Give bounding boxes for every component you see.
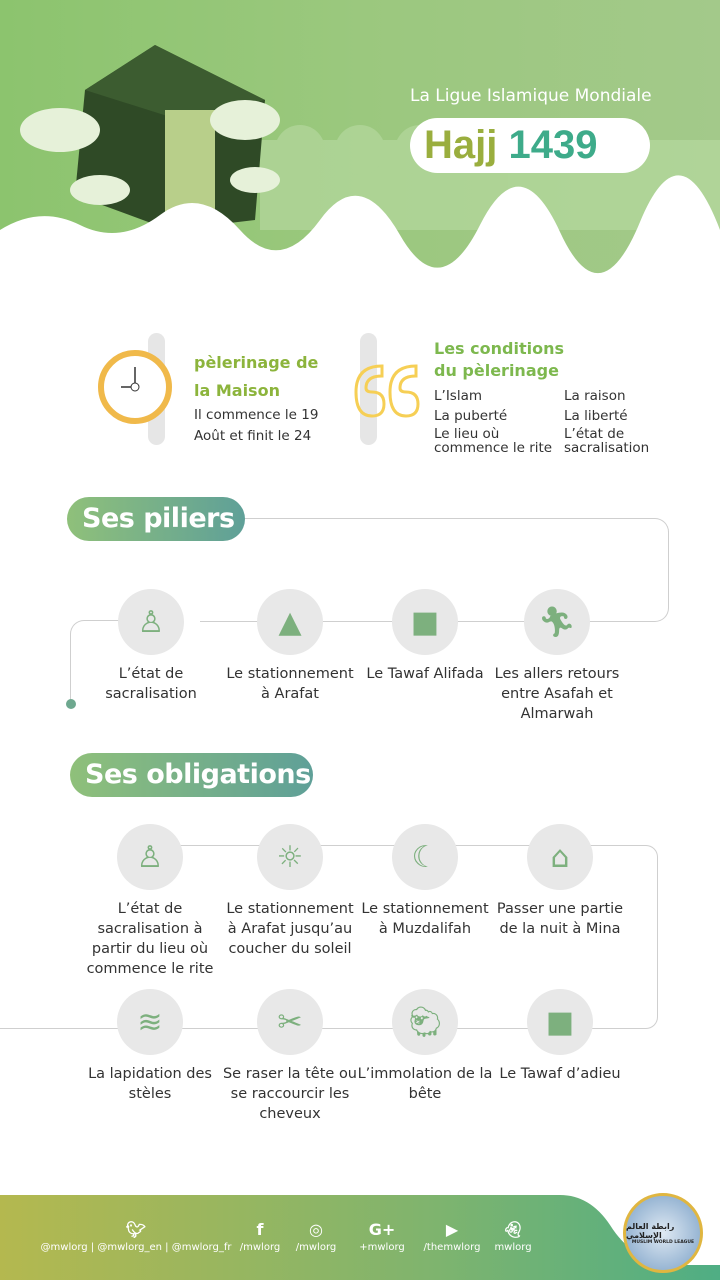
item-label: Le stationnement à Arafat jusqu’au coucher du soleil (226, 901, 354, 957)
item-label: L’état de sacralisation à partir du lieu où commence le rite (86, 901, 214, 977)
running-person-icon: 🏃︎ (524, 589, 590, 655)
connector-dot (66, 699, 76, 709)
quote-icon (352, 362, 422, 420)
facebook-handle: /mwlorg (239, 1242, 281, 1253)
youtube-icon: ▶ (445, 1220, 459, 1239)
instagram-icon: ◎ (309, 1220, 323, 1239)
crescent-moon-icon: ☾ (392, 824, 458, 890)
hajj-title (410, 118, 650, 173)
item-label: Se raser la tête ou se raccourcir les cheveux (222, 1066, 358, 1122)
googleplus-icon: G+ (368, 1220, 396, 1239)
condition-item: L’Islam (434, 388, 483, 404)
sun-icon: ☼ (257, 824, 323, 890)
tent-icon: ⌂ (527, 824, 593, 890)
kaaba-icon: ■ (392, 589, 458, 655)
conditions-title-line2: du pèlerinage (434, 361, 559, 380)
item-label: Le stationnement à Muzdalifah (361, 901, 489, 937)
twitter-links: 🐦︎ @mwlorg | @mwlorg_en | @mwlorg_fr (36, 1220, 236, 1253)
twitter-handle[interactable]: @mwlorg_en (97, 1242, 162, 1253)
item-label: Les allers retours entre Asafah et Almarwah (494, 666, 620, 722)
organization-name: La Ligue Islamique Mondiale (410, 86, 652, 106)
kaaba-icon: ■ (527, 989, 593, 1055)
twitter-handle[interactable]: @mwlorg_fr (171, 1242, 232, 1253)
header-banner (0, 0, 720, 280)
logo-arabic: رابطة العالم الإسلامي (626, 1221, 675, 1240)
mwl-logo (623, 1193, 703, 1273)
item-label: L’immolation de la bête (357, 1066, 493, 1102)
youtube-handle: /themwlorg (423, 1242, 481, 1253)
clock-icon (97, 349, 175, 427)
conditions-title-line1: Les conditions (434, 339, 564, 358)
item-label: Le Tawaf Alifada (366, 666, 484, 682)
logo-english: MUSLIM WORLD LEAGUE (631, 1239, 695, 1245)
condition-item: La puberté (434, 408, 508, 424)
condition-item: L’état de sacralisation (564, 426, 650, 456)
ihram-person-icon: ♙ (118, 589, 184, 655)
stones-icon: ≋ (117, 989, 183, 1055)
date-text-line1: Il commence le 19 (194, 407, 319, 423)
section-title-piliers: Ses piliers (67, 497, 245, 541)
condition-item: La liberté (564, 408, 628, 424)
googleplus-handle: +mwlorg (359, 1242, 405, 1253)
twitter-icon: 🐦︎ (125, 1220, 147, 1239)
sheep-icon: 🐑︎ (392, 989, 458, 1055)
section-title-obligations: Ses obligations (70, 753, 313, 797)
facebook-link[interactable] (235, 1220, 285, 1253)
date-text-line2: Août et finit le 24 (194, 428, 312, 444)
youtube-link[interactable] (420, 1220, 484, 1253)
instagram-link[interactable] (291, 1220, 341, 1253)
snapchat-handle: mwlorg (494, 1242, 532, 1253)
mountain-icon: ▲ (257, 589, 323, 655)
scissors-icon: ✂ (257, 989, 323, 1055)
instagram-handle: /mwlorg (295, 1242, 337, 1253)
snapchat-icon: 👻︎ (502, 1220, 524, 1239)
item-label: La lapidation des stèles (88, 1066, 212, 1102)
ihram-person-icon: ♙ (117, 824, 183, 890)
date-title-line2: la Maison (194, 381, 280, 400)
googleplus-link[interactable] (357, 1220, 407, 1253)
snapchat-link[interactable] (490, 1220, 536, 1253)
title-word: Hajj (424, 123, 498, 167)
item-label: Le stationnement à Arafat (226, 666, 354, 702)
facebook-icon: f (256, 1220, 264, 1239)
twitter-handle[interactable]: @mwlorg (40, 1242, 88, 1253)
item-label: Le Tawaf d’adieu (499, 1066, 621, 1082)
condition-item: La raison (564, 388, 626, 404)
title-year: 1439 (508, 123, 598, 167)
date-title-line1: pèlerinage de (194, 353, 319, 372)
condition-item: Le lieu où commence le rite (434, 426, 553, 456)
item-label: Passer une partie de la nuit à Mina (496, 901, 624, 937)
item-label: L’état de sacralisation (105, 666, 197, 702)
